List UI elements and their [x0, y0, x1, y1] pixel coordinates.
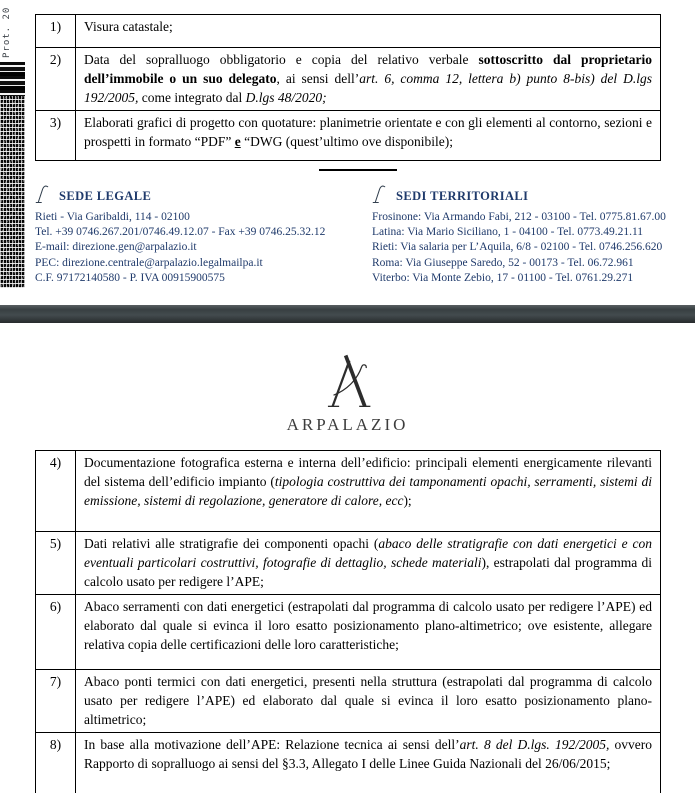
row-number: 8): [36, 733, 76, 793]
contact-line: Roma: Via Giuseppe Saredo, 52 - 00173 - Tel. 06.72.961: [372, 256, 634, 269]
footnote-rule: [319, 169, 397, 171]
row-number: 1): [36, 15, 76, 48]
requirements-table-2: [35, 450, 661, 793]
table-row: [36, 111, 661, 161]
text-segment: come integrato dal: [138, 90, 246, 105]
row-content: [76, 532, 661, 595]
text-segment: art. 8 del D.lgs. 192/2005,: [459, 737, 610, 752]
sede-legale-title: SEDE LEGALE: [59, 189, 152, 203]
sedi-territoriali-header: [372, 183, 672, 207]
text-segment: , ai sensi dell’: [276, 71, 360, 86]
sedi-territoriali-lines: [372, 210, 672, 286]
row-number: 4): [36, 451, 76, 532]
text-segment: ), estrapolati dal programma di calcolo usato per redigere l’APE;: [84, 555, 652, 589]
barcode-2d-icon: [0, 96, 25, 288]
text-segment: art. 6, comma 12, lettera b) punto 8-bis) del D.lgs 192/2005,: [84, 71, 652, 105]
text-segment: Visura catastale;: [84, 19, 173, 34]
row-number: 3): [36, 111, 76, 161]
row-number: 6): [36, 595, 76, 670]
arpalazio-logo-text: ARPALAZIO: [286, 415, 409, 434]
contact-line: Tel. +39 0746.267.201/0746.49.12.07 - Fax +39 0746.25.32.12: [35, 226, 326, 239]
sedi-territoriali-title: SEDI TERRITORIALI: [396, 189, 529, 203]
sede-legale-header: [35, 183, 370, 207]
sede-legale-lines: [35, 210, 370, 286]
table-row: [36, 670, 661, 733]
protocol-stamp: Prot. 20: [2, 6, 12, 58]
row-number: 5): [36, 532, 76, 595]
row-content: [76, 48, 661, 111]
row-content: [76, 15, 661, 48]
arpalazio-logo: [0, 354, 695, 435]
table-row: [36, 532, 661, 595]
contact-line: E-mail: direzione.gen@arpalazio.it: [35, 241, 197, 254]
row-number: 2): [36, 48, 76, 111]
text-segment: abaco delle stratigrafie con dati energetici e con eventuali particolari costruttivi, fotografie di dettaglio, schede materiali: [84, 536, 653, 570]
contact-line: Rieti: Via salaria per L’Aquila, 6/8 - 02100 - Tel. 0746.256.620: [372, 241, 663, 254]
row-content: [76, 595, 661, 670]
text-segment: sottoscritto dal proprietario dell’immobile o un suo delegato: [84, 52, 652, 86]
table-row: [36, 733, 661, 793]
text-segment: );: [403, 493, 412, 508]
text-segment: ovvero Rapporto di sopralluogo ai sensi del §3.3, Allegato I delle Linee Guida Nazionali del 26/06/2015;: [84, 737, 652, 771]
row-content: [76, 733, 661, 793]
row-number: 7): [36, 670, 76, 733]
text-segment: Abaco serramenti con dati energetici (estrapolati dal programma di calcolo usato per redigere l’APE) ed elaborato dal quale si evinca il loro esatto posizionamento plano-altimetrico; ove esistente, allegare relativa copia delle certificazioni delle loro caratteristiche;: [84, 599, 652, 652]
text-segment: tipologia costruttiva dei tamponamenti opachi, serramenti, sistemi di emissione, sistemi di regolazione, generatore di calore, ecc: [84, 474, 652, 508]
arpalazio-mark-icon: [372, 184, 387, 211]
text-segment: Abaco ponti termici con dati energetici, presenti nella struttura (estrapolati dal programma di calcolo usato per redigere l’APE) ed elaborato dal quale si evinca il loro esatto posizionamento plano-altimetrico;: [84, 674, 652, 727]
contact-line: Latina: Via Mario Siciliano, 1 - 04100 - Tel. 0773.49.21.11: [372, 226, 644, 239]
contact-line: Viterbo: Via Monte Zebio, 17 - 01100 - Tel. 0761.29.271: [372, 271, 634, 284]
row-content: [76, 111, 661, 161]
page-divider: [0, 305, 695, 323]
row-content: [76, 451, 661, 532]
text-segment: Elaborati grafici di progetto con quotature: planimetrie orientate e con gli elementi al contorno, sezioni e prospetti in formato “PDF”: [84, 115, 652, 149]
text-segment: In base alla motivazione dell’APE: Relazione tecnica ai sensi dell’: [84, 737, 460, 752]
arpalazio-logo-icon: [320, 354, 376, 412]
table-row: [36, 15, 661, 48]
sede-legale-block: [35, 183, 370, 286]
contact-line: PEC: direzione.centrale@arpalazio.legalmailpa.it: [35, 256, 263, 269]
sedi-territoriali-block: [372, 183, 672, 286]
table-row: [36, 48, 661, 111]
contact-line: Rieti - Via Garibaldi, 114 - 02100: [35, 211, 190, 223]
text-segment: Data del sopralluogo obbligatorio e copia del relativo verbale: [84, 52, 479, 67]
text-segment: “DWG (quest’ultimo ove disponibile);: [240, 134, 453, 149]
row-content: [76, 670, 661, 733]
text-segment: Documentazione fotografica esterna e interna dell’edificio: principali elementi energicamente rilevanti del sistema dell’edificio impianto (: [84, 455, 652, 489]
contact-line: Frosinone: Via Armando Fabi, 212 - 03100 - Tel. 0775.81.67.00: [372, 211, 666, 223]
barcode: [0, 62, 25, 288]
table-row: [36, 595, 661, 670]
contact-line: C.F. 97172140580 - P. IVA 00915900575: [35, 271, 225, 284]
requirements-table-1: [35, 14, 661, 161]
arpalazio-mark-icon: [35, 184, 50, 211]
text-segment: D.lgs 48/2020;: [245, 90, 327, 105]
text-segment: Dati relativi alle stratigrafie dei componenti opachi (: [84, 536, 379, 551]
text-segment: e: [234, 134, 241, 149]
table-row: [36, 451, 661, 532]
barcode-lines-icon: [0, 62, 25, 96]
